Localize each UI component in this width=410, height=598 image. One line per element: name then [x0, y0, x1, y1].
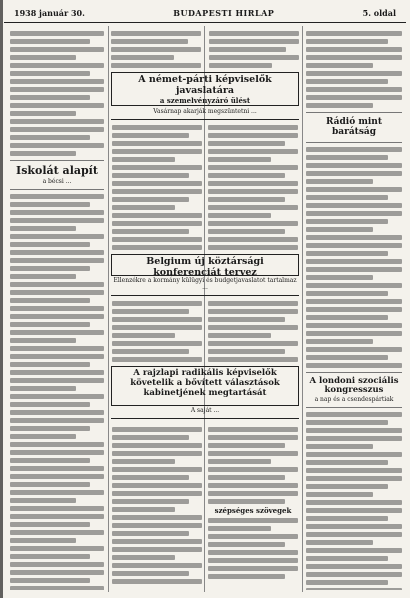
- masthead: [4, 4, 406, 23]
- headline-f: A rajzlapi radikális képviselők követelik a bővített választások kabinetjének megtartását: [130, 368, 280, 398]
- headline-c: Rádió mint barátság: [325, 117, 382, 138]
- page-edge-shadow: [0, 0, 3, 598]
- headline-box-a: [111, 72, 299, 106]
- deck-f: [111, 407, 299, 423]
- column-3-middle: [208, 298, 298, 362]
- column-3-upper: [208, 122, 298, 252]
- column-4: [306, 28, 402, 590]
- column-rule: [302, 26, 303, 592]
- page-number: 5. oldal: [362, 8, 396, 18]
- subhead-d: Ellenzékre a kormány külügyi és budgetjavaslatot tartalmaz ...: [113, 277, 297, 292]
- headline-g: szépséges szövegek: [214, 506, 292, 515]
- column-3-lower: [208, 424, 298, 590]
- newspaper-page: [4, 4, 406, 594]
- newspaper-title: BUDAPESTI HIRLAP: [173, 8, 275, 18]
- column-2-lower: [112, 424, 202, 590]
- subhead-f: A saját ...: [190, 407, 220, 414]
- column-2-upper: [112, 122, 202, 252]
- subhead-e: a nap és a csendespártiak: [314, 396, 394, 404]
- headline-d: Belgium új köztársági konferenciát tervez: [146, 256, 264, 278]
- text-block-top: [111, 28, 299, 70]
- issue-date: 1938 január 30.: [14, 8, 85, 18]
- column-2-middle: [112, 298, 202, 362]
- subhead-b: a bécsi ...: [42, 177, 72, 185]
- headline-box-f: [111, 366, 299, 406]
- headline-a: A német-párti képviselők javaslatára: [138, 74, 272, 96]
- headline-box-d: [111, 254, 299, 276]
- column-rule: [108, 26, 109, 592]
- subhead-a: a szemelvényzáró ülést: [159, 95, 251, 105]
- column-1: [10, 28, 104, 590]
- headline-b: Iskolát alapít: [16, 164, 98, 177]
- deck-d: [111, 277, 299, 300]
- headline-e: A londoni szociális kongresszus: [309, 375, 399, 396]
- deck-a-text: Vasárnap akarják megszüntetni ...: [153, 108, 257, 115]
